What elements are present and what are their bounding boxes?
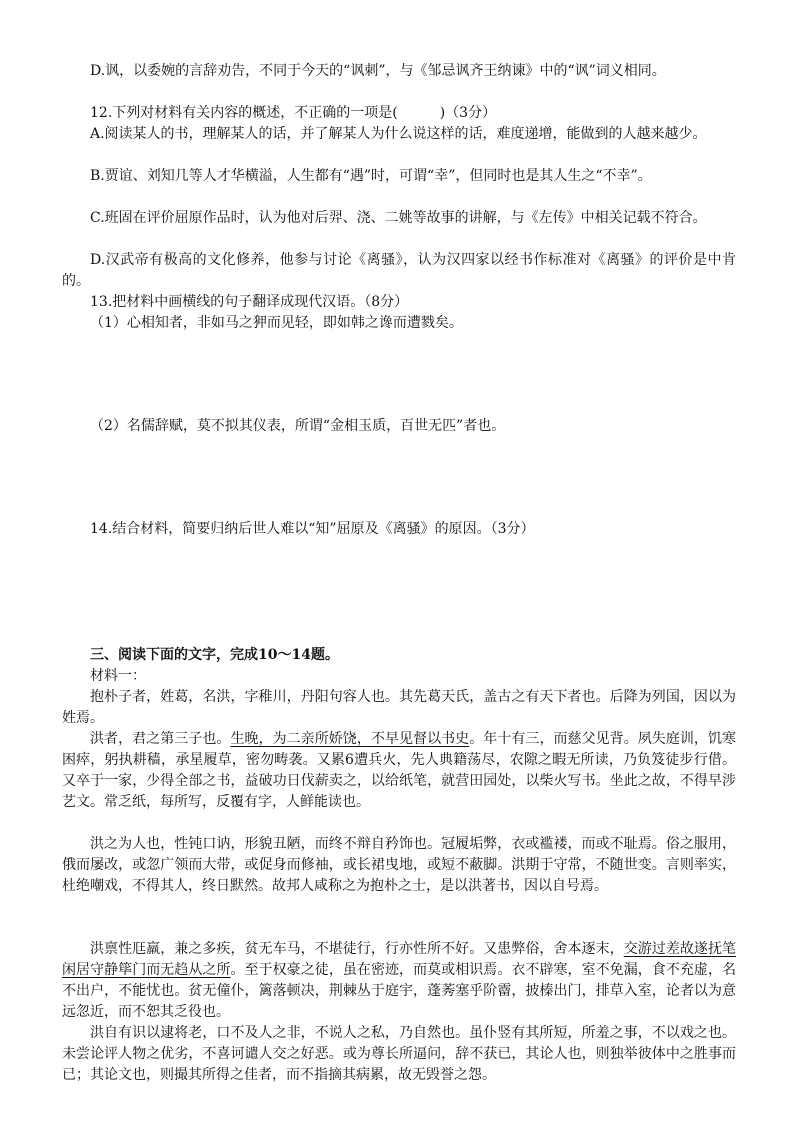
q12-option-b: B.贾谊、刘知几等人才华横溢，人生都有“遇”时，可谓“幸”，但同时也是其人生之“不幸”。 [90,168,652,184]
q14-stem: 14.结合材料，简要归纳后世人难以“知”屈原及《离骚》的原因。（3分） [90,521,535,537]
passage-paragraph-3: 洪之为人也，性钝口讷，形貌丑陋，而终不辩自矜饰也。冠履垢弊，衣或褴褛，而或不耻焉。俗之服用，俄而屡改，或忽广领而大带，或促身而修袖，或长裙曳地，或短不蔽脚。洪期于守常，不随世变。言则率实，杜绝嘲戏，不得其人，终日默然。故邦人咸称之为抱朴之士，是以洪著书，因以自号焉。 [62,836,736,894]
passage-paragraph-2 [62,729,736,813]
passage-paragraph-4 [62,939,736,1023]
passage-paragraph-5: 洪自有识以逮将老，口不及人之非，不说人之私，乃自然也。虽仆竖有其所短，所羞之事，不以戏之也。未尝论评人物之优劣，不喜诃谴人交之好恶。或为尊长所逼问，辞不获已，其论人也，则独举彼体中之胜事而已；其论文也，则撮其所得之佳者，而不指摘其病累，故无毁誉之怨。 [62,1025,736,1083]
q13-stem: 13.把材料中画横线的句子翻译成现代汉语。（8分） [90,294,409,310]
paragraph-4-text-end: 。至于权豪之徒，虽在密迹，而莫或相识焉。衣不辟寒，室不免漏，食不充虚，名不出户，不能忧也。贫无僮仆，篱落顿决，荆棘丛于庭宇，蓬莠塞乎阶霤，披榛出门，排草入室，论者以为意远忽近，而不恕其乏役也。 [62,962,737,1020]
q13-sentence-2: （2）名儒辞赋，莫不拟其仪表，所谓“金相玉质，百世无匹”者也。 [90,418,506,434]
q11-option-d: D.讽，以委婉的言辞劝告，不同于今天的“讽刺”，与《邹忌讽齐王纳谏》中的“讽”词义相同。 [90,63,666,79]
paragraph-4-text-start: 洪禀性尫羸，兼之多疾，贫无车马，不堪徒行，行亦性所不好。又患弊俗，舍本逐末， [90,941,624,957]
q12-option-c: C.班固在评价屈原作品时，认为他对后羿、浇、二姚等故事的讲解，与《左传》中相关记载不符合。 [90,210,707,226]
underlined-sentence-2: 交游过差故遂抚笔闲居守静筚门而无趋从之所 [62,941,736,978]
section-3-heading: 三、阅读下面的文字，完成10～14题。 [90,647,339,663]
paragraph-2-text-end: 。年十有三，而慈父见背。夙失庭训，饥寒困瘁，躬执耕穑，承星履草，密勿畴袭。又累6遭兵火，先人典籍荡尽，农隙之暇无所读，乃负笈徒步行借。又卒于一家，少得全部之书，益破功日伐薪卖之，以给纸笔，就营田园处，以柴火写书。坐此之故，不得早涉艺文。常乏纸，每所写，反覆有字，人鲜能读也。 [62,731,737,810]
passage-paragraph-1: 抱朴子者，姓葛，名洪，字稚川，丹阳句容人也。其先葛天氏，盖古之有天下者也。后降为列国，因以为姓焉。 [62,689,736,726]
q12-option-d: D.汉武帝有极高的文化修养，他参与讨论《离骚》，认为汉四家以经书作标准对《离骚》的评价是中肯的。 [62,252,736,289]
q12-option-a: A.阅读某人的书，理解某人的话，并了解某人为什么说这样的话，难度递增，能做到的人越来越少。 [90,126,707,142]
underlined-sentence-1: 生晚，为二亲所娇饶，不早见督以书史 [230,731,470,747]
q13-sentence-1: （1）心相知者，非如马之狎而见轻，即如韩之谗而遭戮矣。 [90,315,463,331]
q12-stem: 12.下列对材料有关内容的概述，不正确的一项是( )（3分） [90,105,497,121]
material-1-label: 材料一： [90,668,146,684]
paragraph-2-text-start: 洪者，君之第三子也。 [90,731,231,747]
